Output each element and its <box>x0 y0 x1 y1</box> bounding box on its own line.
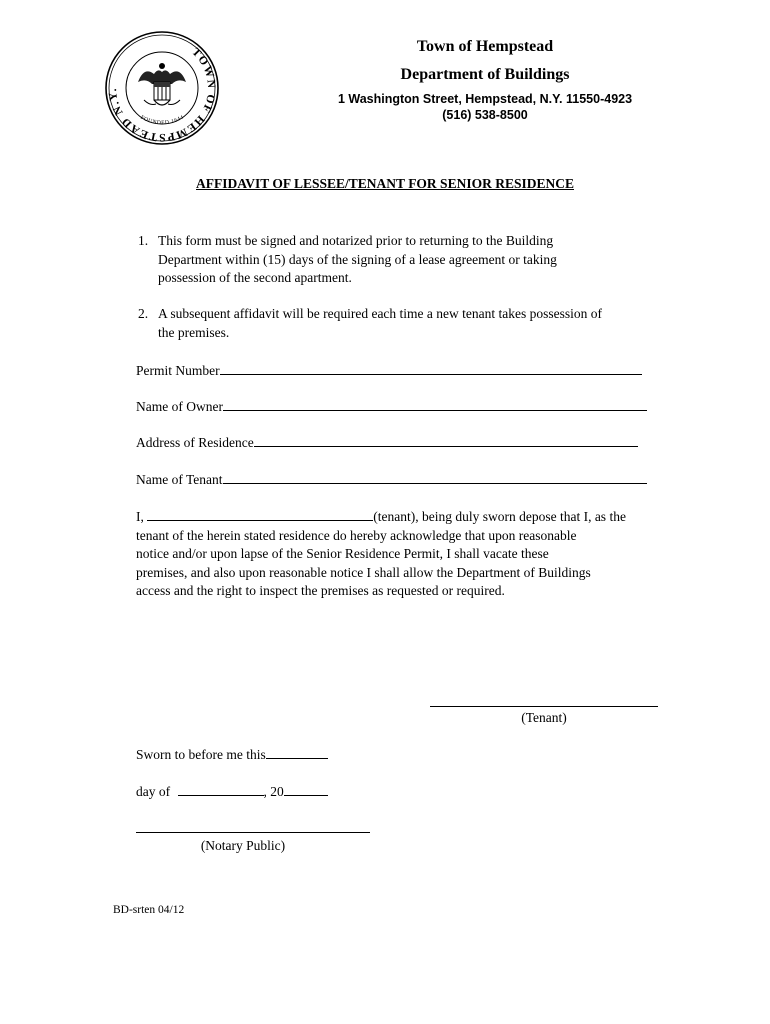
permit-number-label: Permit Number <box>136 363 220 378</box>
svg-text:FOUNDED 1644 <box>139 114 185 126</box>
instruction-line: possession of the second apartment. <box>158 270 352 285</box>
sworn-day-line[interactable] <box>266 745 328 759</box>
permit-number-line[interactable] <box>220 361 642 375</box>
tenant-name-field[interactable] <box>136 470 647 488</box>
month-line[interactable] <box>178 782 264 796</box>
owner-name-label: Name of Owner <box>136 399 223 414</box>
seal-ring-text: TOWN OF HEMPSTEAD N.Y. <box>106 46 218 144</box>
residence-address-line[interactable] <box>254 433 638 447</box>
owner-name-line[interactable] <box>223 397 647 411</box>
instruction-number: 1. <box>138 233 149 248</box>
tenant-signature-line[interactable] <box>430 694 658 707</box>
eagle-emblem-icon <box>138 63 186 105</box>
affidavit-line-1: (tenant), being duly sworn depose that I, as the <box>373 509 626 524</box>
instruction-number: 2. <box>138 306 149 321</box>
year-prefix: , 20 <box>263 784 284 799</box>
instruction-line: This form must be signed and notarized prior to returning to the Building <box>158 233 554 248</box>
instruction-2 <box>138 305 718 342</box>
day-of-field[interactable] <box>136 782 328 800</box>
residence-address-field[interactable] <box>136 433 638 451</box>
notary-signature-line[interactable] <box>136 820 370 833</box>
permit-number-field[interactable] <box>136 361 642 379</box>
seal-graphic <box>104 30 220 146</box>
residence-address-label: Address of Residence <box>136 435 254 450</box>
day-of-label: day of <box>136 784 171 799</box>
tenant-name-label: Name of Tenant <box>136 472 223 487</box>
tenant-signature-label: (Tenant) <box>521 710 567 725</box>
form-code: BD-srten 04/12 <box>113 904 185 916</box>
affidavit-paragraph <box>136 507 666 601</box>
tenant-name-line[interactable] <box>223 470 647 484</box>
notary-label: (Notary Public) <box>200 838 286 853</box>
department-name: Department of Buildings <box>400 66 570 83</box>
instruction-line: the premises. <box>158 324 230 340</box>
sworn-field[interactable] <box>136 745 328 763</box>
sworn-label: Sworn to before me this <box>136 747 266 762</box>
town-seal <box>104 30 220 146</box>
affidavit-line: premises, and also upon reasonable notice I shall allow the Department of Buildings <box>136 564 591 580</box>
town-name: Town of Hempstead <box>416 38 554 55</box>
affidavit-line: access and the right to inspect the premises as requested or required. <box>136 583 505 598</box>
form-title: AFFIDAVIT OF LESSEE/TENANT FOR SENIOR RESIDENCE <box>196 176 574 191</box>
instruction-line: Department within (15) days of the signing of a lease agreement or taking <box>158 251 557 267</box>
affidavit-prefix: I, <box>136 509 144 524</box>
year-line[interactable] <box>284 782 328 796</box>
owner-name-field[interactable] <box>136 397 647 415</box>
affidavit-line: tenant of the herein stated residence do hereby acknowledge that upon reasonable <box>136 527 577 543</box>
header-phone: (516) 538-8500 <box>442 108 528 122</box>
instruction-1 <box>138 232 698 288</box>
instruction-line: A subsequent affidavit will be required each time a new tenant takes possession of <box>158 306 603 321</box>
affidavit-line: notice and/or upon lapse of the Senior Residence Permit, I shall vacate these <box>136 546 549 561</box>
seal-founded-text: FOUNDED 1644 <box>139 114 186 127</box>
header-address: 1 Washington Street, Hempstead, N.Y. 11550-4923 <box>337 92 633 106</box>
affidavit-tenant-line[interactable] <box>147 507 373 521</box>
